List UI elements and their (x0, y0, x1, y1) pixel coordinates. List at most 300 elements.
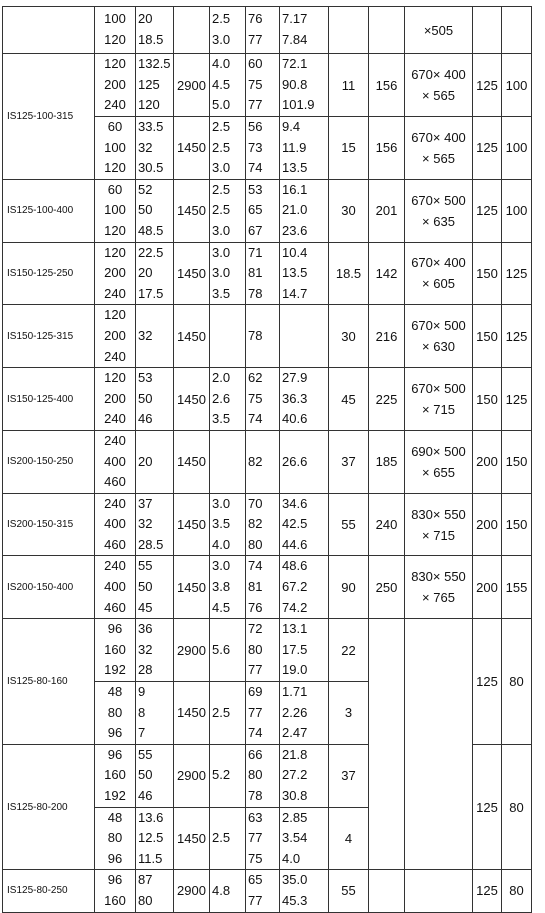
cell-line: 17.5 (138, 285, 164, 301)
cell-line: 80 (107, 830, 123, 846)
model-cell: IS200-150-250 (3, 430, 95, 493)
shaft-power-cell (280, 807, 329, 870)
cell-line: 3.0 (212, 32, 231, 47)
table-row (3, 54, 532, 117)
table-row (3, 619, 532, 682)
npsh-cell (210, 179, 246, 242)
cell-line: 9.4 (282, 119, 301, 134)
shaft-power-cell (280, 870, 329, 912)
head-cell (136, 7, 174, 54)
cell-line: 460 (104, 599, 126, 615)
outlet-diameter-cell: 80 (502, 744, 532, 870)
model-cell: IS125-100-315 (3, 54, 95, 180)
efficiency-cell (246, 7, 280, 54)
flow-cell (95, 870, 136, 912)
cell-line: 27.9 (282, 370, 308, 386)
weight-cell: 185 (369, 430, 405, 493)
cell-line: 77 (248, 704, 263, 720)
cell-line: 50 (138, 202, 153, 218)
npsh-cell (210, 54, 246, 117)
speed-cell: 1450 (174, 242, 210, 305)
cell-line: 63 (248, 809, 263, 825)
cell-line: 77 (248, 97, 263, 113)
cell-line: 2.5 (212, 830, 231, 846)
cell-line: 120 (104, 222, 126, 238)
outlet-diameter-cell: 125 (502, 368, 532, 431)
cell-line: 3.54 (282, 830, 308, 846)
flow-cell (95, 7, 136, 54)
speed-cell: 2900 (174, 54, 210, 117)
cell-line: 33.5 (138, 119, 164, 134)
dimensions-cell (405, 556, 473, 619)
cell-line: 74 (248, 411, 263, 427)
head-cell (136, 744, 174, 807)
cell-line: 3.0 (212, 244, 231, 260)
cell-line: 8 (138, 704, 146, 720)
npsh-cell (210, 556, 246, 619)
cell-line: 125 (138, 76, 160, 92)
cell-line: 82 (248, 453, 263, 469)
shaft-power-cell (280, 54, 329, 117)
cell-line: 32 (138, 516, 153, 532)
cell-line: 65 (248, 872, 263, 888)
cell-line: 240 (104, 97, 126, 113)
cell-line: 120 (104, 244, 126, 260)
model-cell: IS200-150-315 (3, 493, 95, 556)
motor-power-cell: 18.5 (329, 242, 369, 305)
cell-line: 37 (138, 495, 153, 511)
cell-line: 75 (248, 76, 263, 92)
npsh-cell (210, 682, 246, 745)
cell-line: 12.5 (138, 830, 164, 846)
cell-line: 77 (248, 662, 263, 678)
flow-cell (95, 430, 136, 493)
cell-line: 26.6 (282, 453, 308, 469)
cell-line: 74.2 (282, 599, 308, 615)
cell-line: 13.6 (138, 809, 164, 825)
cell-line: 17.5 (282, 641, 308, 657)
cell-line: 200 (104, 265, 126, 281)
cell-line: 200 (104, 390, 126, 406)
cell-line: 77 (248, 830, 263, 846)
npsh-cell (210, 117, 246, 180)
cell-line: 70 (248, 495, 263, 511)
cell-line: 690× 500 (411, 443, 466, 459)
cell-line: 200 (104, 76, 126, 92)
cell-line: 32 (138, 641, 153, 657)
flow-cell (95, 242, 136, 305)
outlet-diameter-cell: 150 (502, 430, 532, 493)
cell-line: 3.5 (212, 411, 231, 427)
table-row (3, 556, 532, 619)
flow-cell (95, 682, 136, 745)
speed-cell: 1450 (174, 430, 210, 493)
efficiency-cell (246, 619, 280, 682)
weight-cell (369, 7, 405, 54)
cell-line: 36.3 (282, 390, 308, 406)
efficiency-cell (246, 430, 280, 493)
table-row (3, 870, 532, 912)
flow-cell (95, 619, 136, 682)
table-row (3, 368, 532, 431)
flow-cell (95, 117, 136, 180)
cell-line: 240 (104, 432, 126, 448)
speed-cell: 2900 (174, 744, 210, 807)
table-row (3, 493, 532, 556)
motor-power-cell: 90 (329, 556, 369, 619)
cell-line: 192 (104, 788, 126, 803)
cell-line: 50 (138, 579, 153, 595)
outlet-diameter-cell: 100 (502, 54, 532, 117)
npsh-cell (210, 744, 246, 807)
flow-cell (95, 493, 136, 556)
dimensions-cell (405, 368, 473, 431)
cell-line: × 715 (422, 527, 455, 543)
cell-line: 13.1 (282, 621, 308, 637)
cell-line: × 605 (422, 276, 455, 292)
cell-line: 4.0 (212, 56, 231, 72)
cell-line: 46 (138, 788, 153, 803)
cell-line: 60 (248, 56, 263, 72)
model-cell: IS125-80-160 (3, 619, 95, 745)
cell-line: 77 (248, 892, 263, 908)
head-cell (136, 242, 174, 305)
cell-line: 120 (104, 32, 126, 47)
cell-line: 65 (248, 202, 263, 218)
inlet-diameter-cell: 200 (473, 430, 502, 493)
pump-spec-table (2, 6, 532, 913)
cell-line: 5.0 (212, 97, 231, 113)
motor-power-cell: 45 (329, 368, 369, 431)
cell-line: 56 (248, 119, 263, 134)
cell-line: 7.17 (282, 11, 308, 27)
cell-line: 1.71 (282, 684, 308, 700)
weight-cell: 156 (369, 117, 405, 180)
cell-line: × 635 (422, 213, 455, 229)
table-row (3, 242, 532, 305)
cell-line: 132.5 (138, 56, 171, 72)
cell-line: 18.5 (138, 32, 164, 47)
weight-cell: 201 (369, 179, 405, 242)
cell-line: 50 (138, 767, 153, 783)
motor-power-cell: 30 (329, 305, 369, 368)
cell-line: 81 (248, 265, 263, 281)
cell-line: 52 (138, 181, 153, 197)
cell-line: 670× 400 (411, 129, 466, 145)
cell-line: 20 (138, 11, 153, 27)
efficiency-cell (246, 807, 280, 870)
speed-cell: 1450 (174, 305, 210, 368)
cell-line: 96 (107, 746, 123, 762)
cell-line: 400 (104, 516, 126, 532)
dimensions-cell (405, 242, 473, 305)
cell-line: 81 (248, 579, 263, 595)
cell-line: 14.7 (282, 285, 308, 301)
outlet-diameter-cell: 100 (502, 179, 532, 242)
cell-line: 4.8 (212, 882, 231, 898)
speed-cell: 1450 (174, 368, 210, 431)
cell-line: 60 (107, 181, 123, 197)
cell-line: ×505 (423, 22, 454, 38)
model-cell (3, 7, 95, 54)
cell-line: 80 (248, 641, 263, 657)
dimensions-cell (405, 430, 473, 493)
cell-line: 2.5 (212, 704, 231, 720)
speed-cell: 1450 (174, 682, 210, 745)
cell-line: 240 (104, 285, 126, 301)
cell-line: 3.5 (212, 285, 231, 301)
inlet-diameter-cell (473, 7, 502, 54)
weight-cell: 240 (369, 493, 405, 556)
dimensions-cell (405, 117, 473, 180)
cell-line: 120 (138, 97, 160, 113)
table-row (3, 430, 532, 493)
cell-line: 80 (138, 892, 153, 908)
shaft-power-cell (280, 179, 329, 242)
cell-line: 78 (248, 327, 263, 343)
cell-line: 78 (248, 285, 263, 301)
cell-line: 72 (248, 621, 263, 637)
cell-line: 670× 500 (411, 381, 466, 397)
cell-line: 32 (138, 139, 153, 155)
shaft-power-cell (280, 619, 329, 682)
cell-line: 2.5 (212, 181, 231, 197)
cell-line: 2.26 (282, 704, 308, 720)
cell-line: 670× 400 (411, 67, 466, 82)
cell-line: 21.8 (282, 746, 308, 762)
speed-cell: 2900 (174, 870, 210, 912)
cell-line: 27.2 (282, 767, 308, 783)
cell-line: × 630 (422, 339, 455, 355)
cell-line: 100 (104, 139, 126, 155)
cell-line: 74 (248, 558, 263, 574)
cell-line: 50 (138, 390, 153, 406)
dimensions-cell (405, 179, 473, 242)
model-cell: IS150-125-400 (3, 368, 95, 431)
head-cell (136, 179, 174, 242)
cell-line: 400 (104, 579, 126, 595)
cell-line: 120 (104, 370, 126, 386)
cell-line: × 565 (422, 150, 455, 166)
weight-cell: 142 (369, 242, 405, 305)
npsh-cell (210, 870, 246, 912)
speed-cell: 1450 (174, 807, 210, 870)
cell-line: 48 (107, 684, 123, 700)
flow-cell (95, 744, 136, 807)
cell-line: 5.6 (212, 641, 231, 657)
cell-line: 48.5 (138, 222, 164, 238)
cell-line: 74 (248, 160, 263, 176)
speed-cell: 2900 (174, 619, 210, 682)
shaft-power-cell (280, 682, 329, 745)
cell-line: 3.8 (212, 579, 231, 595)
model-cell: IS150-125-250 (3, 242, 95, 305)
inlet-diameter-cell: 125 (473, 179, 502, 242)
cell-line: 4.0 (212, 536, 231, 552)
table-row (3, 7, 532, 54)
model-cell: IS125-80-200 (3, 744, 95, 870)
inlet-diameter-cell: 150 (473, 242, 502, 305)
inlet-diameter-cell: 200 (473, 556, 502, 619)
cell-line: 2.6 (212, 390, 231, 406)
cell-line: 55 (138, 558, 153, 574)
head-cell (136, 619, 174, 682)
cell-line: 240 (104, 495, 126, 511)
cell-line: 2.5 (212, 119, 231, 134)
cell-line: 60 (107, 119, 123, 134)
cell-line: 48.6 (282, 558, 308, 574)
head-cell (136, 493, 174, 556)
motor-power-cell: 55 (329, 493, 369, 556)
shaft-power-cell (280, 430, 329, 493)
efficiency-cell (246, 870, 280, 912)
cell-line: 7 (138, 725, 146, 741)
cell-line: 3.5 (212, 516, 231, 532)
cell-line: 30.5 (138, 160, 164, 176)
flow-cell (95, 54, 136, 117)
cell-line: 400 (104, 453, 126, 469)
dimensions-cell (405, 619, 473, 870)
cell-line: 3.0 (212, 222, 231, 238)
efficiency-cell (246, 54, 280, 117)
cell-line: 4.5 (212, 76, 231, 92)
flow-cell (95, 556, 136, 619)
cell-line: 2.47 (282, 725, 308, 741)
efficiency-cell (246, 744, 280, 807)
cell-line: 53 (138, 370, 153, 386)
cell-line: 7.84 (282, 32, 308, 47)
outlet-diameter-cell: 80 (502, 619, 532, 745)
cell-line: 36 (138, 621, 153, 637)
cell-line: 670× 500 (411, 192, 466, 208)
cell-line: 55 (138, 746, 153, 762)
cell-line: 100 (104, 202, 126, 218)
outlet-diameter-cell: 125 (502, 305, 532, 368)
cell-line: 71 (248, 244, 263, 260)
cell-line: 120 (104, 307, 126, 323)
inlet-diameter-cell: 150 (473, 368, 502, 431)
npsh-cell (210, 493, 246, 556)
shaft-power-cell (280, 493, 329, 556)
motor-power-cell: 30 (329, 179, 369, 242)
weight-cell (369, 619, 405, 870)
npsh-cell (210, 305, 246, 368)
cell-line: × 655 (422, 464, 455, 480)
npsh-cell (210, 368, 246, 431)
speed-cell: 1450 (174, 556, 210, 619)
npsh-cell (210, 430, 246, 493)
cell-line: 69 (248, 684, 263, 700)
cell-line: 2.5 (212, 11, 231, 27)
cell-line: 460 (104, 474, 126, 490)
cell-line: 30.8 (282, 788, 308, 803)
cell-line: 192 (104, 662, 126, 678)
npsh-cell (210, 242, 246, 305)
inlet-diameter-cell: 200 (473, 493, 502, 556)
inlet-diameter-cell: 150 (473, 305, 502, 368)
cell-line: 11.9 (282, 139, 307, 155)
head-cell (136, 117, 174, 180)
dimensions-cell (405, 870, 473, 912)
outlet-diameter-cell (502, 7, 532, 54)
cell-line: 10.4 (282, 244, 308, 260)
dimensions-cell (405, 493, 473, 556)
efficiency-cell (246, 556, 280, 619)
speed-cell: 1450 (174, 179, 210, 242)
speed-cell: 1450 (174, 117, 210, 180)
cell-line: 96 (107, 725, 123, 741)
cell-line: 4.0 (282, 850, 301, 866)
cell-line: 120 (104, 160, 126, 176)
cell-line: 62 (248, 370, 263, 386)
efficiency-cell (246, 368, 280, 431)
motor-power-cell: 4 (329, 807, 369, 870)
weight-cell: 250 (369, 556, 405, 619)
dimensions-cell (405, 305, 473, 368)
shaft-power-cell (280, 744, 329, 807)
efficiency-cell (246, 242, 280, 305)
cell-line: 34.6 (282, 495, 308, 511)
weight-cell: 156 (369, 54, 405, 117)
cell-line: 32 (138, 327, 153, 343)
cell-line: 20 (138, 453, 153, 469)
cell-line: 90.8 (282, 76, 308, 92)
outlet-diameter-cell: 100 (502, 117, 532, 180)
cell-line: 96 (107, 872, 123, 888)
cell-line: 28 (138, 662, 153, 678)
cell-line: 101.9 (282, 97, 315, 113)
inlet-diameter-cell: 125 (473, 117, 502, 180)
shaft-power-cell (280, 7, 329, 54)
cell-line: 4.5 (212, 599, 231, 615)
cell-line: 76 (248, 599, 263, 615)
npsh-cell (210, 619, 246, 682)
weight-cell: 225 (369, 368, 405, 431)
cell-line: 45.3 (282, 892, 308, 908)
outlet-diameter-cell: 80 (502, 870, 532, 912)
dimensions-cell (405, 54, 473, 117)
cell-line: 13.5 (282, 265, 308, 281)
outlet-diameter-cell: 155 (502, 556, 532, 619)
cell-line: 19.0 (282, 662, 308, 678)
cell-line: × 765 (422, 590, 455, 606)
cell-line: 5.2 (212, 767, 231, 783)
cell-line: 96 (107, 621, 123, 637)
cell-line: 66 (248, 746, 263, 762)
model-cell: IS200-150-400 (3, 556, 95, 619)
cell-line: 2.85 (282, 809, 308, 825)
cell-line: 45 (138, 599, 153, 615)
cell-line: 53 (248, 181, 263, 197)
cell-line: 16.1 (282, 181, 308, 197)
motor-power-cell: 11 (329, 54, 369, 117)
cell-line: 20 (138, 265, 153, 281)
cell-line: 67 (248, 222, 263, 238)
cell-line: 28.5 (138, 536, 164, 552)
npsh-cell (210, 807, 246, 870)
head-cell (136, 305, 174, 368)
cell-line: 830× 550 (411, 569, 466, 585)
shaft-power-cell (280, 242, 329, 305)
shaft-power-cell (280, 305, 329, 368)
head-cell (136, 368, 174, 431)
cell-line: 75 (248, 850, 263, 866)
motor-power-cell: 15 (329, 117, 369, 180)
inlet-diameter-cell: 125 (473, 870, 502, 912)
cell-line: 73 (248, 139, 263, 155)
cell-line: 72.1 (282, 56, 308, 72)
cell-line: 13.5 (282, 160, 308, 176)
